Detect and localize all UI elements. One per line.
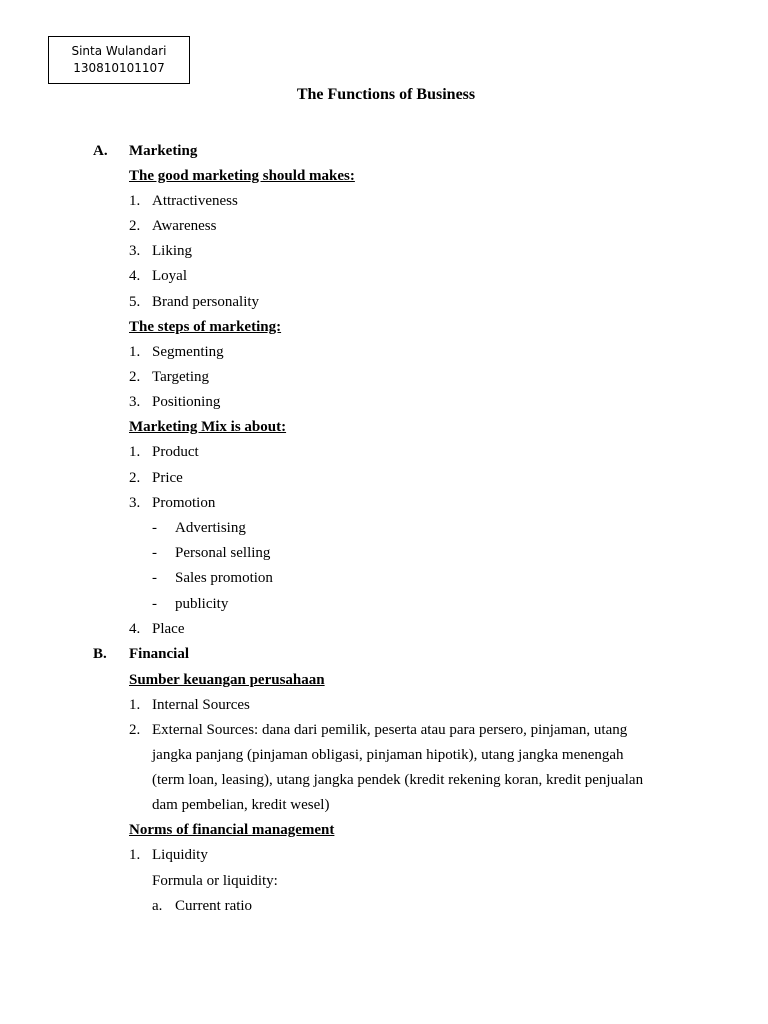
list-item: Awareness: [152, 218, 217, 234]
list-item: Internal Sources: [152, 697, 250, 713]
formula-label: Formula or liquidity:: [152, 873, 278, 889]
list-number: 2.: [129, 470, 141, 486]
list-number: 1.: [129, 847, 141, 863]
sub-list-item: Sales promotion: [175, 570, 273, 586]
list-number: 1.: [129, 444, 141, 460]
list-item: Segmenting: [152, 344, 224, 360]
list-item: Liking: [152, 243, 192, 259]
list-number: 2.: [129, 369, 141, 385]
author-id: 130810101107: [73, 61, 165, 75]
sub-list-item: Personal selling: [175, 545, 271, 561]
good-marketing-heading: The good marketing should makes:: [129, 168, 355, 184]
list-item: Product: [152, 444, 199, 460]
list-item: Positioning: [152, 394, 221, 410]
sub-list-item: Advertising: [175, 520, 246, 536]
list-item-line: External Sources: dana dari pemilik, peserta atau para persero, pinjaman, utang: [152, 722, 628, 738]
dash-bullet: -: [152, 596, 157, 612]
section-b-title: Financial: [129, 646, 190, 662]
sub-list-letter: a.: [152, 898, 163, 914]
dash-bullet: -: [152, 570, 157, 586]
list-number: 1.: [129, 697, 141, 713]
sub-list-item: publicity: [175, 596, 229, 612]
norms-heading: Norms of financial management: [129, 822, 335, 838]
list-item: Liquidity: [152, 847, 208, 863]
dash-bullet: -: [152, 520, 157, 536]
list-item: Loyal: [152, 268, 187, 284]
list-item: Price: [152, 470, 183, 486]
list-item: Targeting: [152, 369, 209, 385]
author-box: [48, 36, 190, 84]
list-item: Brand personality: [152, 294, 260, 310]
list-number: 3.: [129, 243, 141, 259]
list-item: Promotion: [152, 495, 216, 511]
dash-bullet: -: [152, 545, 157, 561]
section-a-letter: A.: [93, 143, 108, 159]
list-number: 2.: [129, 218, 141, 234]
list-number: 1.: [129, 344, 141, 360]
list-item: Place: [152, 621, 185, 637]
list-number: 5.: [129, 294, 141, 310]
list-number: 4.: [129, 621, 141, 637]
list-number: 3.: [129, 394, 141, 410]
list-number: 3.: [129, 495, 141, 511]
list-number: 4.: [129, 268, 141, 284]
list-number: 1.: [129, 193, 141, 209]
list-item-line: (term loan, leasing), utang jangka pendek (kredit rekening koran, kredit penjualan: [152, 772, 644, 788]
document-title: The Functions of Business: [296, 86, 476, 103]
list-item-line: jangka panjang (pinjaman obligasi, pinjaman hipotik), utang jangka menengah: [152, 747, 624, 763]
section-b-letter: B.: [93, 646, 107, 662]
list-number: 2.: [129, 722, 141, 738]
sources-heading: Sumber keuangan perusahaan: [129, 672, 325, 688]
steps-heading: The steps of marketing:: [129, 319, 282, 335]
list-item: Attractiveness: [152, 193, 238, 209]
marketing-mix-heading: Marketing Mix is about:: [129, 419, 287, 435]
sub-list-item: Current ratio: [175, 898, 253, 914]
list-item-line: dam pembelian, kredit wesel): [152, 797, 330, 813]
section-a-title: Marketing: [129, 143, 198, 159]
author-name: Sinta Wulandari: [71, 44, 167, 58]
